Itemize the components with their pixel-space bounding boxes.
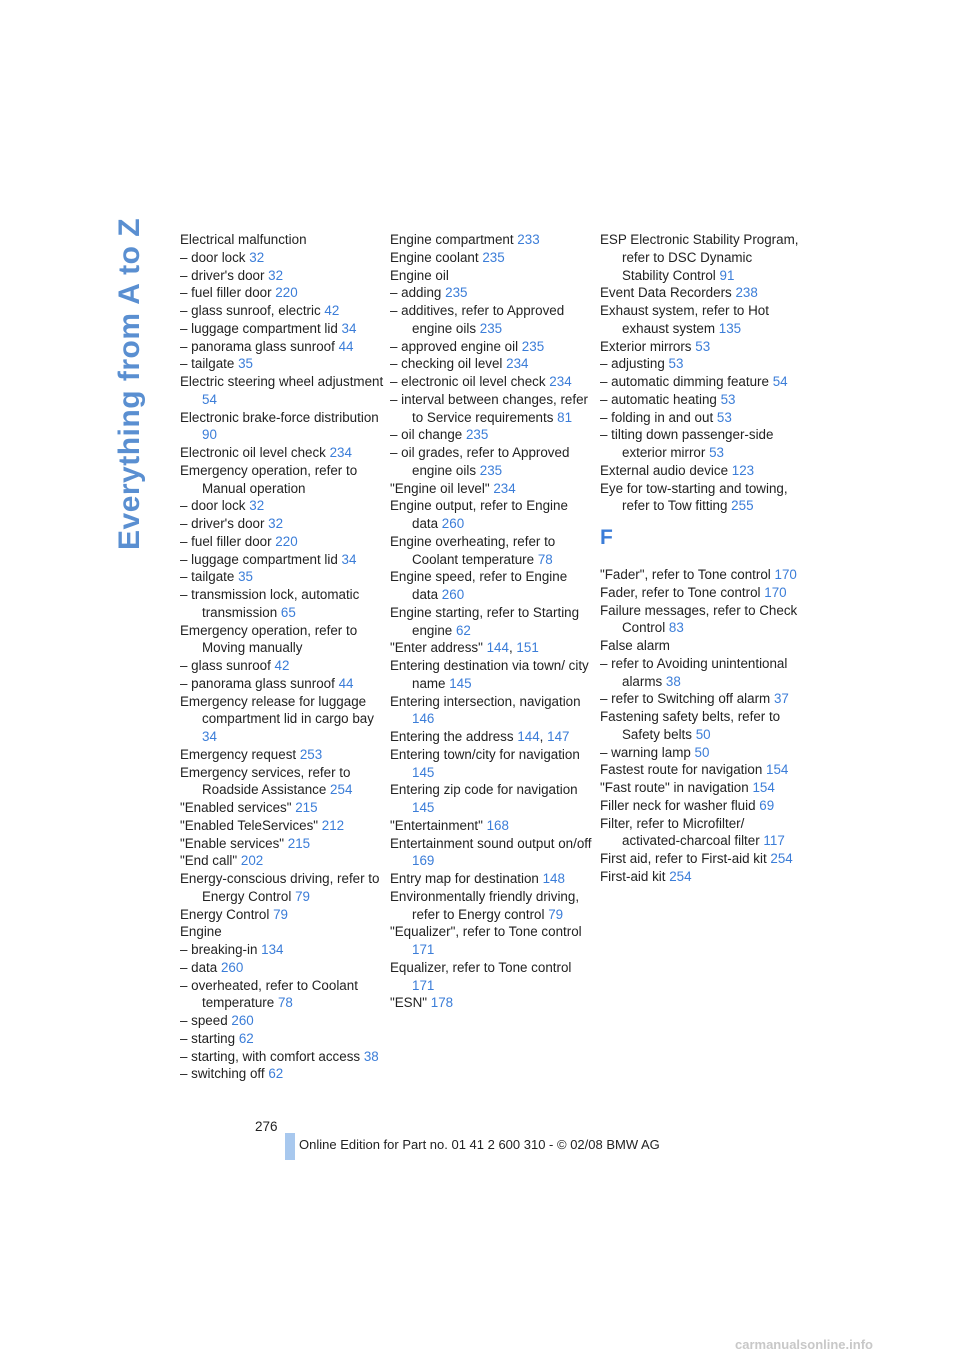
page-link[interactable]: 148	[542, 871, 565, 886]
page-link[interactable]: 78	[537, 551, 553, 567]
page-link[interactable]: 145	[412, 764, 435, 780]
index-entry	[180, 799, 385, 817]
entry-term: First aid, refer to First-aid kit	[600, 851, 767, 866]
entry-term: – checking oil level	[390, 356, 503, 372]
entry-term: Entering town/city for navigation	[390, 746, 580, 762]
entry-term: Environmentally friendly driving, refer to Energy control	[390, 888, 580, 922]
page-link[interactable]: 79	[548, 906, 564, 922]
entry-term: "Equalizer", refer to Tone control	[390, 924, 582, 940]
entry-term: – data	[180, 959, 218, 975]
entry-term: "Enabled TeleServices"	[180, 817, 319, 833]
index-entry	[390, 888, 595, 924]
index-entry	[600, 744, 800, 762]
index-entry	[600, 797, 800, 815]
page-link[interactable]: 90	[202, 427, 217, 443]
index-entry	[180, 835, 385, 853]
page-link[interactable]: 235	[482, 249, 505, 265]
page-link[interactable]: 32	[249, 498, 265, 514]
entry-term: – oil grades, refer to Approved engine oils	[390, 445, 570, 478]
page-link[interactable]: 44	[338, 338, 354, 354]
index-entry	[180, 355, 385, 373]
entry-term: False alarm	[600, 638, 670, 653]
entry-term: Engine speed, refer to Engine data	[390, 569, 568, 602]
entry-term: Emergency services, refer to Roadside Assistance	[180, 764, 351, 798]
page-link[interactable]: 260	[220, 959, 244, 975]
entry-term: Eye for tow-starting and towing, refer to Tow fitting	[600, 480, 788, 514]
page-link[interactable]: 235	[445, 285, 468, 301]
page-link[interactable]: 42	[324, 303, 340, 318]
entry-term: Energy Control	[180, 906, 270, 922]
index-entry	[180, 373, 385, 409]
entry-term: "Engine oil level"	[390, 480, 490, 496]
page-link[interactable]: 54	[202, 391, 217, 407]
index-entry	[390, 391, 595, 427]
index-entry	[600, 426, 800, 462]
page-link[interactable]: 234	[329, 445, 352, 460]
entry-term: – panorama glass sunroof	[180, 675, 335, 691]
entry-term: Entering zip code for navigation	[390, 782, 578, 798]
index-entry	[180, 586, 385, 622]
index-entry	[180, 941, 385, 959]
entry-term: Emergency operation, refer to Moving manually	[180, 622, 358, 656]
page-link[interactable]: 44	[338, 675, 354, 691]
entry-term: – starting, with comfort access	[180, 1048, 361, 1064]
index-entry	[390, 533, 595, 569]
entry-term: Engine output, refer to Engine data	[390, 498, 568, 531]
entry-term: – refer to Avoiding unintentional alarms	[600, 655, 788, 689]
footer-edition-text: Online Edition for Part no. 01 41 2 600 310 - © 02/08 BMW AG	[299, 1137, 660, 1152]
page-link[interactable]: 145	[449, 675, 472, 691]
page-link[interactable]: 38	[665, 673, 681, 689]
index-entry	[600, 231, 800, 284]
entry-term: – approved engine oil	[390, 338, 519, 354]
index-column-1	[180, 231, 385, 1083]
entry-term: Energy-conscious driving, refer to Energy Control	[180, 871, 380, 904]
index-entry	[180, 906, 385, 924]
entry-term: – speed	[180, 1013, 228, 1028]
entry-term: ESP Electronic Stability Program, refer to DSC Dynamic Stability Control	[600, 232, 799, 283]
index-entry	[600, 566, 800, 584]
page-link[interactable]: 234	[549, 374, 572, 389]
page-link[interactable]: 35	[238, 356, 253, 372]
index-entry	[390, 355, 595, 373]
entry-term: "Entertainment"	[390, 817, 483, 833]
section-side-title: Everything from A to Z	[113, 217, 146, 550]
page-link[interactable]: 32	[268, 516, 284, 531]
index-entry	[600, 373, 800, 391]
index-entry	[180, 231, 385, 249]
entry-term: – adding	[390, 285, 442, 301]
index-entry	[390, 284, 595, 302]
page-link[interactable]: 147	[547, 729, 570, 744]
entry-term: – panorama glass sunroof	[180, 338, 335, 354]
index-entry	[180, 533, 385, 551]
page-number: 276	[255, 1119, 278, 1134]
page-link[interactable]: 238	[735, 285, 758, 301]
entry-term: – fuel filler door	[180, 285, 272, 301]
entry-term: Filler neck for washer fluid	[600, 797, 756, 813]
page-link[interactable]: 62	[268, 1066, 284, 1082]
entry-term: Fastening safety belts, refer to Safety belts	[600, 709, 781, 742]
index-entry	[180, 444, 385, 462]
page-link[interactable]: 235	[479, 320, 503, 336]
page-link[interactable]: 260	[231, 1013, 254, 1028]
watermark: carmanualsonline.info	[735, 1337, 873, 1352]
page-link[interactable]: 53	[720, 391, 736, 407]
entry-term: Engine oil	[390, 267, 449, 283]
index-entry	[180, 923, 385, 941]
index-entry	[390, 781, 595, 817]
entry-term: Event Data Recorders	[600, 285, 732, 301]
entry-term: Electronic oil level check	[180, 445, 326, 460]
index-entry	[600, 391, 800, 409]
entry-term: – switching off	[180, 1066, 265, 1082]
page-link[interactable]: 215	[295, 800, 318, 815]
entry-term: Equalizer, refer to Tone control	[390, 959, 572, 975]
entry-term: – tailgate	[180, 356, 235, 372]
entry-term: Entertainment sound output on/off	[390, 835, 592, 851]
entry-term: – fuel filler door	[180, 533, 272, 549]
index-entry: Entering the address 144, 147	[390, 729, 570, 744]
index-entry	[600, 584, 800, 602]
page-link[interactable]: 255	[731, 498, 754, 514]
index-entry	[180, 675, 385, 693]
index-entry	[180, 302, 385, 320]
entry-term: Entry map for destination	[390, 871, 539, 886]
entry-term: Emergency request	[180, 746, 297, 762]
entry-term: – additives, refer to Approved engine oils	[390, 303, 565, 336]
index-entry	[180, 551, 385, 569]
page-link[interactable]: 50	[695, 726, 711, 742]
index-entry	[180, 746, 385, 764]
entry-term: Exhaust system, refer to Hot exhaust system	[600, 303, 769, 336]
index-entry	[180, 870, 385, 906]
index-entry	[180, 959, 385, 977]
entry-term: – warning lamp	[600, 744, 691, 760]
index-entry	[180, 284, 385, 302]
page-link[interactable]: 53	[668, 356, 684, 372]
index-entry	[600, 355, 800, 373]
index-entry	[180, 497, 385, 515]
index-entry	[180, 852, 385, 870]
index-entry	[600, 868, 800, 886]
index-entry	[390, 870, 595, 888]
index-entry	[390, 497, 595, 533]
index-entry	[180, 409, 385, 445]
index-entry: "Enter address" 144, 151	[390, 640, 539, 656]
entry-term: Exterior mirrors	[600, 338, 692, 354]
page-link[interactable]: 171	[412, 942, 435, 957]
index-entry	[180, 657, 385, 675]
page-link[interactable]: 235	[521, 338, 545, 354]
index-entry	[390, 817, 595, 835]
index-entry	[390, 959, 595, 995]
entry-term: First-aid kit	[600, 868, 666, 884]
entry-term: Engine overheating, refer to Coolant temperature	[390, 533, 556, 567]
index-entry	[390, 835, 595, 871]
page-link[interactable]: 53	[695, 338, 711, 354]
entry-term: – glass sunroof	[180, 658, 271, 673]
index-entry	[600, 850, 800, 868]
entry-term: "Fader", refer to Tone control	[600, 567, 771, 582]
page-link[interactable]: 145	[412, 800, 435, 815]
page-link[interactable]: 171	[412, 977, 435, 993]
entry-term: Emergency release for luggage compartment lid in cargo bay	[180, 693, 374, 727]
index-entry	[390, 444, 595, 480]
page-link[interactable]: 154	[752, 780, 775, 795]
entry-term: Engine coolant	[390, 249, 479, 265]
index-entry	[600, 637, 800, 655]
index-entry	[390, 249, 595, 267]
page-link[interactable]: 79	[295, 888, 310, 904]
page-link[interactable]: 37	[773, 691, 789, 707]
page-link[interactable]: 78	[277, 995, 293, 1011]
index-entry	[390, 267, 595, 285]
page-link[interactable]: 146	[412, 711, 435, 727]
entry-term: Engine starting, refer to Starting engine	[390, 604, 580, 638]
entry-term: Emergency operation, refer to Manual operation	[180, 462, 358, 496]
entry-term: – driver's door	[180, 267, 265, 283]
page-link[interactable]: 32	[249, 249, 265, 265]
entry-term: – luggage compartment lid	[180, 320, 338, 336]
entry-term: Engine	[180, 924, 222, 940]
page-link[interactable]: 53	[716, 409, 732, 425]
entry-term: – folding in and out	[600, 409, 714, 425]
page-link[interactable]: 65	[280, 604, 296, 620]
index-entry	[180, 1048, 385, 1066]
index-entry	[180, 1030, 385, 1048]
index-entry	[390, 994, 595, 1012]
index-entry	[600, 602, 800, 638]
entry-term: Entering the address	[390, 729, 514, 744]
entry-term: – transmission lock, automatic transmission	[180, 587, 360, 620]
index-column-3	[600, 231, 800, 886]
page-link[interactable]: 69	[759, 797, 775, 813]
index-entry	[600, 409, 800, 427]
index-entry	[180, 1065, 385, 1083]
entry-term: Entering intersection, navigation	[390, 693, 581, 709]
page-link[interactable]: 202	[240, 853, 264, 869]
page-link[interactable]: 168	[486, 817, 509, 833]
index-entry	[180, 977, 385, 1013]
page-link[interactable]: 260	[441, 516, 465, 531]
page-link[interactable]: 235	[465, 427, 489, 443]
entry-term: – starting	[180, 1030, 236, 1046]
entry-term: – luggage compartment lid	[180, 551, 338, 567]
page-link[interactable]: 170	[774, 567, 797, 582]
page-link[interactable]: 62	[455, 622, 471, 638]
index-entry	[600, 302, 800, 338]
index-entry	[180, 693, 385, 746]
page-link[interactable]: 144	[486, 640, 509, 656]
entry-term: – adjusting	[600, 356, 665, 372]
index-entry	[390, 746, 595, 782]
index-entry	[600, 761, 800, 779]
page-link[interactable]: 83	[668, 620, 684, 636]
entry-term: "Enabled services"	[180, 800, 292, 815]
page-link[interactable]: 144	[517, 729, 540, 744]
index-entry	[600, 708, 800, 744]
index-entry	[180, 267, 385, 285]
index-entry	[390, 373, 595, 391]
entry-term: Fastest route for navigation	[600, 762, 763, 778]
page-link[interactable]: 215	[287, 835, 311, 851]
index-entry	[390, 426, 595, 444]
entry-term: – automatic dimming feature	[600, 374, 769, 389]
page-link[interactable]: 35	[238, 569, 253, 585]
page-link[interactable]: 34	[341, 551, 357, 567]
page-link[interactable]: 151	[516, 640, 539, 656]
page-link[interactable]: 178	[430, 995, 454, 1011]
entry-term: – refer to Switching off alarm	[600, 691, 771, 707]
index-entry	[180, 249, 385, 267]
entry-term: – electronic oil level check	[390, 374, 546, 389]
page-link[interactable]: 53	[709, 445, 724, 460]
entry-term: – door lock	[180, 498, 246, 514]
index-entry	[390, 231, 595, 249]
entry-term: – automatic heating	[600, 391, 717, 407]
page-link[interactable]: 154	[766, 762, 789, 778]
page-link[interactable]: 212	[321, 817, 345, 833]
index-entry	[180, 320, 385, 338]
entry-term: Electric steering wheel adjustment	[180, 374, 384, 389]
page-link[interactable]: 234	[493, 480, 516, 496]
index-entry	[180, 764, 385, 800]
index-entry	[180, 817, 385, 835]
page-link[interactable]: 235	[479, 462, 503, 478]
page-link[interactable]: 32	[268, 267, 284, 283]
entry-term: Electrical malfunction	[180, 232, 307, 247]
page-link[interactable]: 254	[330, 782, 353, 798]
index-entry	[390, 604, 595, 640]
page-link[interactable]: 38	[363, 1048, 379, 1064]
page-link[interactable]: 117	[763, 833, 785, 849]
entry-term: Entering destination via town/ city name	[390, 658, 589, 691]
entry-term: External audio device	[600, 462, 729, 478]
index-entry	[390, 568, 595, 604]
entry-term: – tilting down passenger-side exterior mirror	[600, 427, 774, 460]
index-entry	[600, 462, 800, 480]
index-entry	[180, 1012, 385, 1030]
index-entry	[390, 923, 595, 959]
entry-term: "Fast route" in navigation	[600, 780, 749, 795]
page-link[interactable]: 254	[770, 851, 793, 866]
index-entry	[180, 622, 385, 658]
page-link[interactable]: 134	[261, 942, 284, 957]
entry-term: – tailgate	[180, 569, 235, 585]
footer-accent-bar	[285, 1133, 295, 1160]
index-entry	[180, 338, 385, 356]
entry-term: Fader, refer to Tone control	[600, 584, 761, 600]
page-link[interactable]: 220	[275, 533, 298, 549]
page-link[interactable]: 50	[694, 744, 710, 760]
index-entry	[180, 568, 385, 586]
index-entry	[390, 480, 595, 498]
page-link[interactable]: 91	[719, 267, 735, 283]
page-link[interactable]: 62	[238, 1030, 254, 1046]
page-link[interactable]: 254	[669, 868, 692, 884]
letter-heading: F	[600, 526, 613, 549]
page-link[interactable]: 233	[517, 232, 540, 247]
entry-term: "Enable services"	[180, 835, 285, 851]
entry-term: – overheated, refer to Coolant temperature	[180, 977, 358, 1011]
entry-term: "ESN"	[390, 995, 428, 1011]
entry-term: "End call"	[180, 853, 238, 869]
page-link[interactable]: 54	[772, 374, 788, 389]
index-entry	[600, 690, 800, 708]
index-entry	[600, 338, 800, 356]
page-link[interactable]: 42	[274, 658, 290, 673]
index-entry	[180, 462, 385, 498]
page-link[interactable]: 123	[731, 462, 755, 478]
entry-term: Engine compartment	[390, 232, 514, 247]
page-link[interactable]: 220	[275, 285, 298, 301]
index-entry	[600, 655, 800, 691]
page-link[interactable]: 34	[341, 320, 357, 336]
index-entry	[390, 693, 595, 729]
page-link[interactable]: 79	[273, 906, 288, 922]
page-link[interactable]: 234	[506, 356, 529, 372]
index-entry	[390, 302, 595, 338]
entry-term: – oil change	[390, 427, 463, 443]
index-entry	[600, 284, 800, 302]
entry-term: "Enter address"	[390, 640, 483, 656]
entry-term: – breaking-in	[180, 942, 258, 957]
page-link[interactable]: 260	[441, 587, 465, 602]
page-link[interactable]: 34	[202, 729, 217, 744]
index-column-2	[390, 231, 595, 1012]
entry-term: Filter, refer to Microfilter/ activated-charcoal filter	[600, 815, 760, 849]
page-link[interactable]: 253	[299, 746, 323, 762]
page-link[interactable]: 135	[718, 320, 742, 336]
index-entry	[600, 779, 800, 797]
entry-term: Electronic brake-force distribution	[180, 409, 379, 425]
entry-term: – glass sunroof, electric	[180, 303, 321, 318]
index-entry	[600, 480, 800, 516]
index-entry	[390, 657, 595, 693]
index-entry	[600, 815, 800, 851]
index-entry	[180, 515, 385, 533]
page-link[interactable]: 169	[412, 853, 435, 869]
entry-term: – door lock	[180, 249, 246, 265]
entry-term: – interval between changes, refer to Service requirements	[390, 391, 589, 425]
index-entry	[390, 338, 595, 356]
page-link[interactable]: 81	[557, 409, 573, 425]
entry-term: – driver's door	[180, 516, 265, 531]
entry-term: Failure messages, refer to Check Control	[600, 602, 798, 636]
page-link[interactable]: 170	[764, 584, 787, 600]
